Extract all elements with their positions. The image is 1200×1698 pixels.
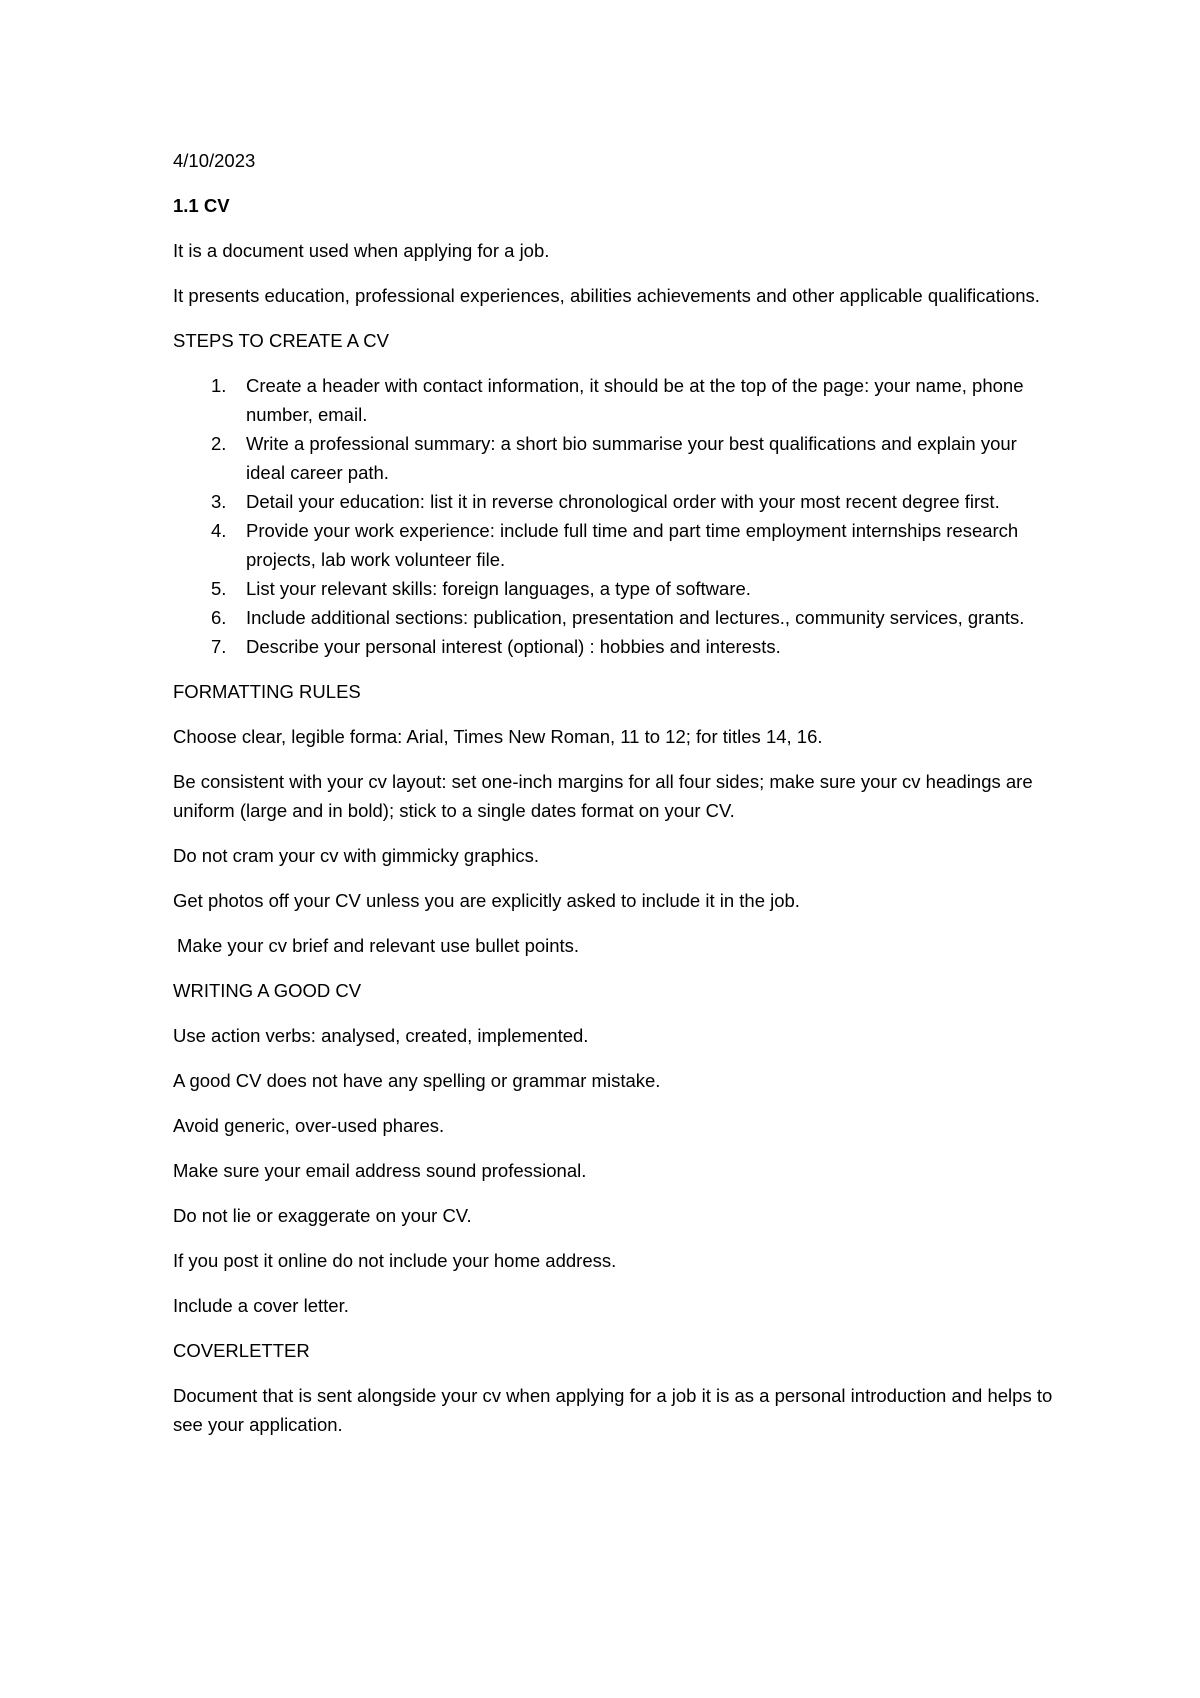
coverletter-paragraph: Document that is sent alongside your cv when applying for a job it is as a personal introduction and helps to see your application.	[173, 1385, 1053, 1435]
list-number: 1.	[211, 375, 227, 396]
list-text: Write a professional summary: a short bio summarise your best qualifications and explain your ideal career path.	[246, 433, 1017, 483]
coverletter-heading: COVERLETTER	[173, 1340, 310, 1361]
list-number: 6.	[211, 607, 227, 628]
list-text: Create a header with contact information, it should be at the top of the page: your name, phone number, email.	[246, 375, 1024, 425]
document-date: 4/10/2023	[173, 150, 256, 171]
writing-paragraph: Do not lie or exaggerate on your CV.	[173, 1205, 472, 1226]
list-number: 2.	[211, 433, 227, 454]
list-item	[173, 574, 1053, 603]
list-item	[173, 603, 1053, 632]
writing-paragraph: A good CV does not have any spelling or grammar mistake.	[173, 1070, 661, 1091]
formatting-paragraph: Be consistent with your cv layout: set one-inch margins for all four sides; make sure your cv headings are uniform (large and in bold); stick to a single dates format on your CV.	[173, 771, 1033, 821]
formatting-paragraph: Choose clear, legible forma: Arial, Times New Roman, 11 to 12; for titles 14, 16.	[173, 726, 823, 747]
writing-paragraph: Use action verbs: analysed, created, implemented.	[173, 1025, 589, 1046]
writing-paragraph: Include a cover letter.	[173, 1295, 349, 1316]
steps-list	[173, 371, 1053, 661]
steps-heading: STEPS TO CREATE A CV	[173, 330, 389, 351]
writing-heading: WRITING A GOOD CV	[173, 980, 362, 1001]
list-number: 4.	[211, 520, 227, 541]
formatting-paragraph: Do not cram your cv with gimmicky graphics.	[173, 845, 539, 866]
list-item	[173, 371, 1053, 429]
list-number: 3.	[211, 491, 227, 512]
list-text: Detail your education: list it in reverse chronological order with your most recent degree first.	[246, 491, 1000, 512]
list-item	[173, 632, 1053, 661]
list-item	[173, 429, 1053, 487]
formatting-paragraph: Make your cv brief and relevant use bullet points.	[177, 935, 580, 956]
list-number: 7.	[211, 636, 227, 657]
writing-paragraph: If you post it online do not include your home address.	[173, 1250, 617, 1271]
intro-paragraph: It is a document used when applying for a job.	[173, 240, 550, 261]
list-text: Describe your personal interest (optional) : hobbies and interests.	[246, 636, 781, 657]
intro-paragraph: It presents education, professional experiences, abilities achievements and other applicable qualifications.	[173, 285, 1040, 306]
writing-paragraph: Avoid generic, over-used phares.	[173, 1115, 445, 1136]
formatting-heading: FORMATTING RULES	[173, 681, 361, 702]
list-text: Provide your work experience: include full time and part time employment internships research projects, lab work volunteer file.	[246, 520, 1019, 570]
list-text: List your relevant skills: foreign languages, a type of software.	[246, 578, 751, 599]
list-number: 5.	[211, 578, 227, 599]
document-body	[173, 146, 1053, 1455]
formatting-paragraph: Get photos off your CV unless you are explicitly asked to include it in the job.	[173, 890, 800, 911]
writing-paragraph: Make sure your email address sound professional.	[173, 1160, 587, 1181]
document-title: 1.1 CV	[173, 195, 230, 216]
list-text: Include additional sections: publication, presentation and lectures., community services, grants.	[246, 607, 1025, 628]
list-item	[173, 487, 1053, 516]
list-item	[173, 516, 1053, 574]
